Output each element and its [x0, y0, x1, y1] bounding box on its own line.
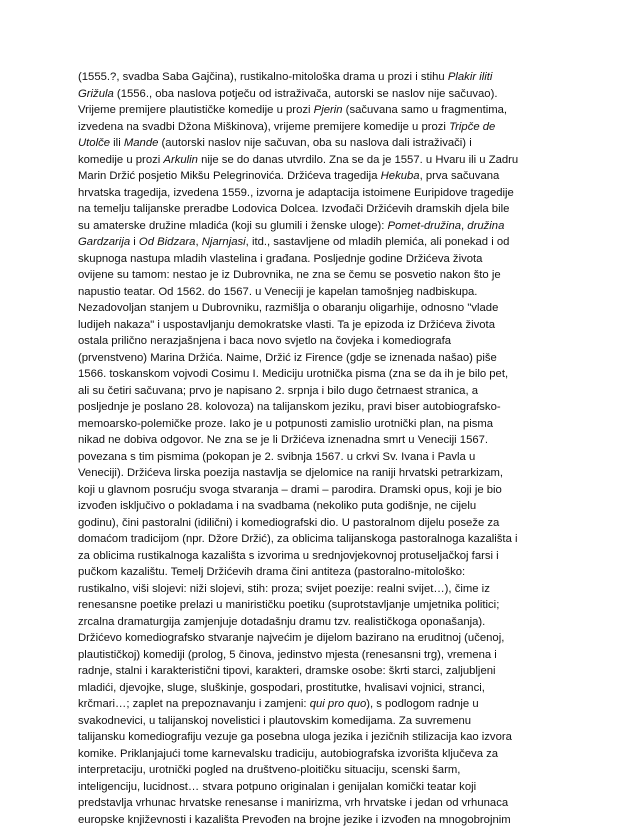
text-run: pučkom kazalištu. Temelj Držićevih drama čini antiteza (pastoralno-mitološko:	[78, 566, 465, 578]
text-run: rustikalno, viši slojevi: niži slojevi, stih: proza; svijet poezije: realni svijet…), čime iz	[78, 583, 490, 595]
text-line	[78, 102, 578, 119]
italic-title-text: Pomet-družina	[388, 220, 461, 232]
text-line	[78, 465, 578, 482]
text-run: ali su četiri sačuvana; prvo je napisano 2. srpnja i bilo dugo četrnaest stranica, a	[78, 385, 478, 397]
text-line	[78, 515, 578, 532]
text-line	[78, 548, 578, 565]
text-line	[78, 432, 578, 449]
italic-title-text: Hekuba	[381, 170, 420, 182]
text-run: izvođen isključivo o pokladama i na svadbama (nekoliko puta godišnje, ne cijelu	[78, 500, 476, 512]
italic-title-text: Njarnjasi	[202, 236, 246, 248]
text-run: ,	[195, 236, 201, 248]
text-line	[78, 713, 578, 730]
text-run: su amaterske družine mladića (koji su glumili i ženske uloge):	[78, 220, 388, 232]
text-run: Marin Držić posjetio Mikšu Pelegrinovića. Držićeva tragedija	[78, 170, 381, 182]
italic-title-text: qui pro quo	[310, 698, 367, 710]
text-line	[78, 218, 578, 235]
text-run: Držićevo komediografsko stvaranje najvećim je dijelom bazirano na eruditnoj (učenoj,	[78, 632, 504, 644]
text-run: za oblicima rustikalnoga kazališta s izvorima u srednjovjekovnoj protuseljačkoj farsi i	[78, 550, 499, 562]
text-run: na temelju talijanske preradbe Lodovica Dolcea. Izvođači Držićevih dramskih djela bile	[78, 203, 509, 215]
italic-title-text: Plakir iliti	[448, 71, 493, 83]
italic-title-text: Pjerin	[314, 104, 343, 116]
body-text	[78, 69, 578, 828]
text-line	[78, 416, 578, 433]
text-line	[78, 581, 578, 598]
text-run: koji u glavnom posrućju svoga stvaranja – drami – parodira. Dramski opus, koji je bio	[78, 484, 502, 496]
text-line	[78, 399, 578, 416]
text-line	[78, 251, 578, 268]
text-line	[78, 630, 578, 647]
text-run: , itd., sastavljene od mladih plemića, ali ponekad i od	[246, 236, 510, 248]
text-line	[78, 284, 578, 301]
text-run: (1556., oba naslova potječu od istraživača, autorski se naslov nije sačuvao).	[114, 88, 498, 100]
text-line	[78, 498, 578, 515]
text-run: skupnoga nastupa mladih vlastelina i građana. Posljednje godine Držićeva života	[78, 253, 482, 265]
text-run: komedije u prozi	[78, 154, 163, 166]
text-run: 1566. toskanskom vojvodi Cosimu I. Mediciju urotnička pisma (zna se da ih je bilo pet,	[78, 368, 508, 380]
text-run: Vrijeme premijere plautističke komedije u prozi	[78, 104, 314, 116]
text-line	[78, 795, 578, 812]
text-run: godinu), čini pastoralni (idilični) i komediografski dio. U pastoralnom dijelu poseže za	[78, 517, 499, 529]
text-run: renesansne poetike prelazi u manirističku poetiku (suprotstavljanje umjetnika politici;	[78, 599, 499, 611]
text-line	[78, 317, 578, 334]
text-run: svakodnevici, u talijanskoj novelistici i plautovskim komedijama. Za suvremenu	[78, 715, 471, 727]
text-run: Veneciji). Držićeva lirska poezija nastavlja se djelomice na raniji hrvatski petrarkizam,	[78, 467, 503, 479]
text-line	[78, 152, 578, 169]
italic-title-text: Arkulin	[163, 154, 198, 166]
text-run: talijansku komediografiju vezuje ga posebna uloga jezika i jezičnih stilizacija kao izvora	[78, 731, 512, 743]
text-run: izvedena na svadbi Džona Miškinova), vrijeme premijere komedije u prozi	[78, 121, 449, 133]
text-run: i	[130, 236, 139, 248]
text-run: inteligenciju, lucidnost… stvara potpuno originalan i genijalan komički teatar koji	[78, 781, 476, 793]
text-line	[78, 69, 578, 86]
text-line	[78, 597, 578, 614]
text-run: hrvatska tragedija, izvedena 1559., izvorna je adaptacija istoimene Euripidove tragedije	[78, 187, 514, 199]
text-run: domaćom tradicijom (npr. Džore Držić), za oblicima talijanskoga pastoralnoga kazališta i	[78, 533, 518, 545]
text-run: interpretaciju, urotnički pogled na društveno-ploitičku situaciju, scenski šarm,	[78, 764, 460, 776]
text-line	[78, 383, 578, 400]
text-run: (autorski naslov nije sačuvan, oba su naslova dali istraživači) i	[158, 137, 471, 149]
text-line	[78, 746, 578, 763]
text-line	[78, 86, 578, 103]
text-line	[78, 135, 578, 152]
text-run: ludijeh nakaza" i uspostavljanju demokratske vlasti. Ta je epizoda iz Držićeva života	[78, 319, 495, 331]
text-run: (prvenstveno) Marina Držića. Naime, Držić iz Firence (gdje se iznenada našao) piše	[78, 352, 497, 364]
text-line	[78, 201, 578, 218]
text-run: radnje, stalni i karakteristični tipovi, karakteri, dramske osobe: škrti starci, zaljubljeni	[78, 665, 496, 677]
text-line	[78, 564, 578, 581]
text-line	[78, 614, 578, 631]
text-line	[78, 680, 578, 697]
text-line	[78, 647, 578, 664]
text-run: ovijene su tamom: nestao je iz Dubrovnika, ne zna se čemu se posvetio nakon što je	[78, 269, 501, 281]
text-line	[78, 762, 578, 779]
text-line	[78, 300, 578, 317]
text-run: komike. Priklanjajući tome karnevalsku tradiciju, autobiografska izvorišta ključeva za	[78, 748, 498, 760]
text-run: predstavlja vrhunac hrvatske renesanse i manirizma, vrh hrvatske i jedan od vrhunaca	[78, 797, 508, 809]
text-line	[78, 267, 578, 284]
text-run: europske književnosti i kazališta Prevođen na brojne jezike i izvođen na mnogobrojnim	[78, 814, 511, 826]
text-run: napustio teatar. Od 1562. do 1567. u Veneciji je kapelan tamošnjeg nadbiskupa.	[78, 286, 477, 298]
text-line	[78, 449, 578, 466]
italic-title-text: Od Bidzara	[139, 236, 196, 248]
text-line	[78, 185, 578, 202]
text-line	[78, 482, 578, 499]
text-line	[78, 779, 578, 796]
text-run: povezana s tim pismima (pokopan je 2. svibnja 1567. u crkvi Sv. Ivana i Pavla u	[78, 451, 475, 463]
italic-title-text: družina	[467, 220, 504, 232]
text-run: zrcalna dramaturgija zamjenjuje dotadašnju dramu tzv. realističkoga oponašanja).	[78, 616, 485, 628]
text-run: (1555.?, svadba Saba Gajčina), rustikalno-mitološka drama u prozi i stihu	[78, 71, 448, 83]
text-line	[78, 531, 578, 548]
italic-title-text: Tripče de	[449, 121, 495, 133]
text-run: memoarsko-polemičke proze. Iako je u potpunosti zamislio urotnički plan, na pisma	[78, 418, 493, 430]
text-run: Nezadovoljan stanjem u Dubrovniku, razmišlja o obaranju oligarhije, odnosno "vlade	[78, 302, 498, 314]
text-line	[78, 696, 578, 713]
text-run: ili	[110, 137, 124, 149]
text-run: nikad ne dobiva odgovor. Ne zna se je li Držićeva iznenadna smrt u Veneciji 1567.	[78, 434, 488, 446]
text-run: nije se do danas utvrdilo. Zna se da je 1557. u Hvaru ili u Zadru	[198, 154, 518, 166]
text-line	[78, 663, 578, 680]
text-run: , prva sačuvana	[420, 170, 500, 182]
italic-title-text: Utolče	[78, 137, 110, 149]
text-run: ostala prilično nerazjašnjena i baca novo svjetlo na čovjeka i komediografa	[78, 335, 451, 347]
text-line	[78, 119, 578, 136]
italic-title-text: Grižula	[78, 88, 114, 100]
italic-title-text: Gardzarija	[78, 236, 130, 248]
text-line	[78, 350, 578, 367]
text-run: krčmari…; zaplet na prepoznavanju i zamjeni:	[78, 698, 310, 710]
text-line	[78, 729, 578, 746]
text-run: plautističkoj) komediji (prolog, 5 činova, jedinstvo mjesta (renesansni trg), vremena i	[78, 649, 497, 661]
text-line	[78, 234, 578, 251]
italic-title-text: Mande	[124, 137, 159, 149]
text-run: posljednje je poslano 28. kolovoza) na talijanskom jeziku, pravi biser autobiografsko-	[78, 401, 501, 413]
text-line	[78, 168, 578, 185]
text-run: ,	[461, 220, 467, 232]
text-run: mladići, djevojke, sluge, sluškinje, gospodari, prostitutke, hvalisavi vojnici, stranci,	[78, 682, 485, 694]
text-line	[78, 333, 578, 350]
text-line	[78, 366, 578, 383]
text-run: (sačuvana samo u fragmentima,	[343, 104, 508, 116]
text-run: ), s podlogom radnje u	[366, 698, 478, 710]
